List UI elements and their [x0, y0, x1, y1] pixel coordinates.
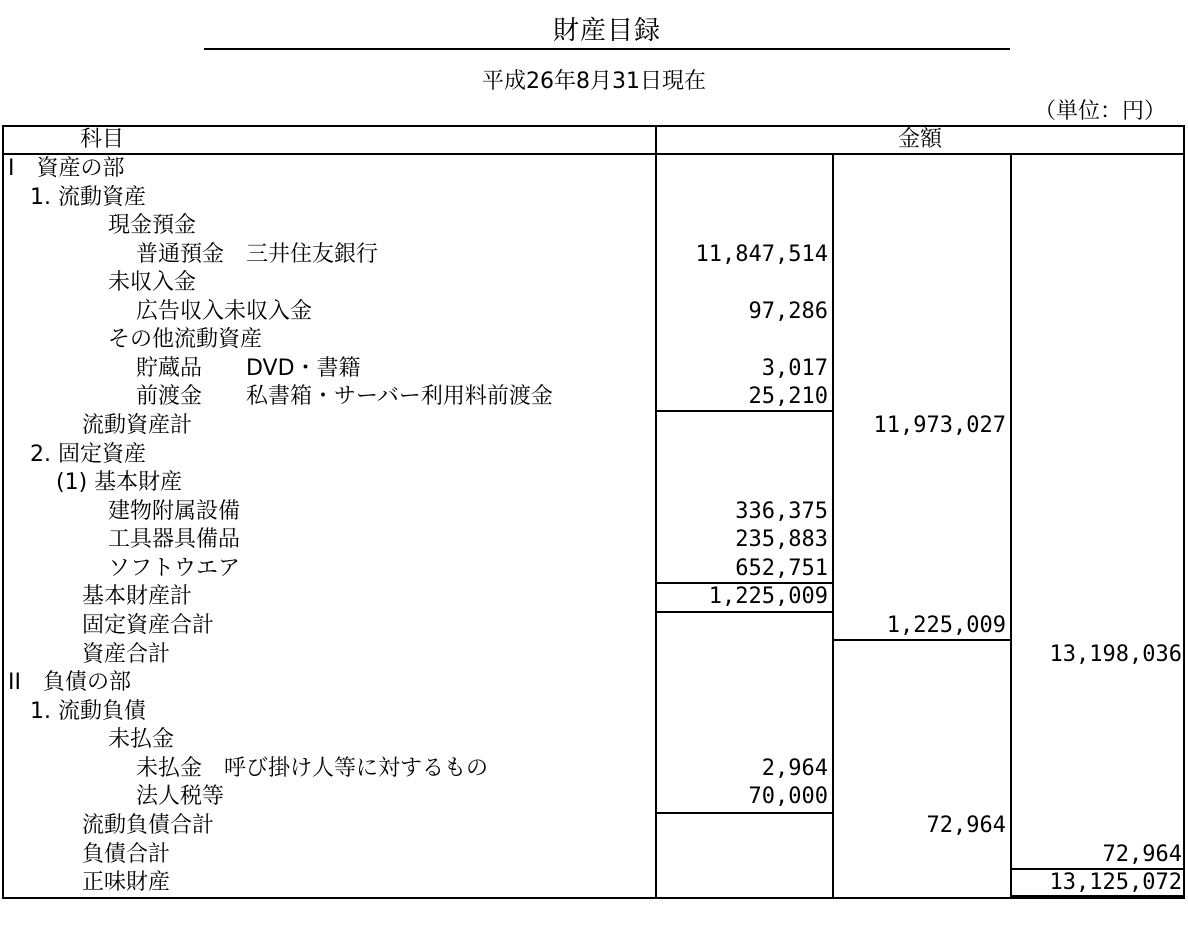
row-label: 流動資産計: [82, 413, 193, 438]
section-heading: II 負債の部: [8, 670, 131, 695]
amount-detail: 25,210: [748, 384, 828, 409]
row-label: その他流動資産: [108, 327, 263, 352]
row-label: 広告収入未収入金: [136, 299, 313, 324]
row-label: ソフトウエア: [108, 556, 241, 581]
row-label: 建物附属設備: [108, 499, 241, 524]
amount-detail: 652,751: [735, 556, 828, 581]
row-label: 2. 固定資産: [30, 442, 146, 467]
row-label: 流動負債合計: [82, 813, 215, 838]
row-label: 前渡金 私書箱・サーバー利用料前渡金: [136, 384, 553, 409]
subtotal-rule: [657, 812, 832, 814]
row-label: 負債合計: [82, 842, 171, 867]
document-title: 財産目録: [204, 14, 1010, 50]
row-label: 普通預金 三井住友銀行: [136, 242, 379, 267]
amount-detail: 336,375: [735, 499, 828, 524]
amount-detail: 97,286: [748, 299, 828, 324]
amount-detail: 2,964: [761, 756, 828, 781]
amount-subtotal: 72,964: [926, 813, 1006, 838]
header-rule: [2, 153, 1185, 155]
amount-total: 72,964: [1102, 842, 1182, 867]
row-label: 1. 流動負債: [30, 699, 146, 724]
row-label: 未払金: [108, 727, 175, 752]
col-divider-3: [1010, 153, 1012, 899]
amount-total: 13,198,036: [1049, 642, 1182, 667]
row-label: 未収入金: [108, 270, 197, 295]
row-label: 現金預金: [108, 213, 197, 238]
row-label: 貯蔵品 DVD・書籍: [136, 356, 361, 381]
row-label: 1. 流動資産: [30, 185, 146, 210]
row-label: 固定資産合計: [82, 613, 215, 638]
amount-net-assets: 13,125,072: [1049, 870, 1182, 895]
amount-subtotal: 11,973,027: [873, 413, 1006, 438]
amount-detail: 11,847,514: [695, 242, 828, 267]
row-label: 資産合計: [82, 642, 171, 667]
amount-subtotal: 1,225,009: [886, 613, 1006, 638]
header-amount: 金額: [898, 127, 943, 152]
row-label: 工具器具備品: [108, 527, 241, 552]
row-label: 基本財産計: [82, 584, 193, 609]
row-label: 正味財産: [82, 870, 171, 895]
col-divider-2: [832, 153, 834, 899]
amount-detail: 3,017: [761, 356, 828, 381]
row-label: (1) 基本財産: [56, 470, 183, 495]
row-label: 未払金 呼び掛け人等に対するもの: [136, 756, 489, 781]
section-heading: I 資産の部: [8, 156, 125, 181]
amount-detail: 1,225,009: [708, 584, 828, 609]
as-of-date: 平成26年8月31日現在: [482, 69, 706, 94]
amount-detail: 235,883: [735, 527, 828, 552]
row-label: 法人税等: [136, 784, 225, 809]
amount-detail: 70,000: [748, 784, 828, 809]
unit-label: （単位：円）: [1033, 99, 1166, 124]
header-item: 科目: [80, 127, 125, 152]
